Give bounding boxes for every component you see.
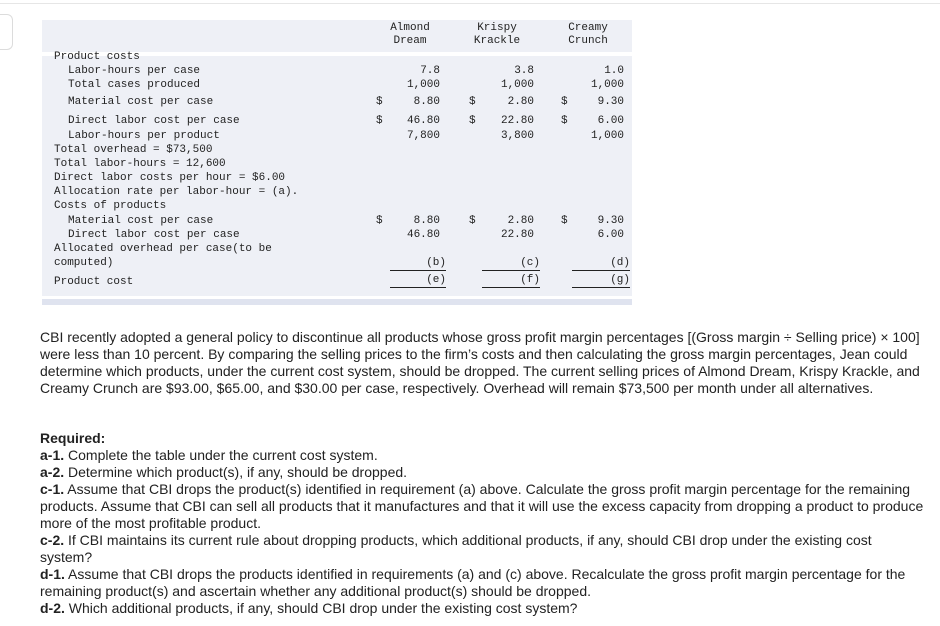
cell-krispy-product-cost: (f) (482, 274, 540, 288)
cell-almond-direct-labor-2: 46.80 (406, 229, 440, 241)
dollar-sign: $ (376, 96, 383, 108)
cell-krispy-labor-hours-product: 3,800 (500, 130, 534, 142)
dollar-sign: $ (469, 96, 476, 108)
label-material-cost-2: Material cost per case (68, 215, 214, 227)
requirement-c1 (40, 481, 925, 532)
cell-almond-allocated-overhead: (b) (390, 257, 446, 271)
dollar-sign: $ (376, 215, 383, 227)
requirement-c2 (40, 532, 925, 566)
req-tag: a-1. (40, 447, 65, 463)
cell-almond-labor-hours-product: 7,800 (406, 130, 440, 142)
requirements-section (40, 430, 925, 617)
dollar-sign: $ (469, 115, 476, 127)
requirement-a1 (40, 447, 925, 464)
intro-paragraph: CBI recently adopted a general policy to discontinue all products whose gross profit margin percentages [(Gross margin ÷ Selling price) × 100] were less than 10 percent. By comparing the selling prices to the firm’s costs and then calculating the gross margin percentages, Jean could determine which products, under the current cost system, should be dropped. The current selling prices of Almond Dream, Krispy Krackle, and Creamy Crunch are $93.00, $65.00, and $30.00 per case, respectively. Overhead will remain $73,500 per month under all alternatives. (40, 329, 920, 396)
label-total-cases: Total cases produced (68, 79, 201, 91)
req-tag: a-2. (40, 464, 65, 480)
dollar-sign: $ (561, 115, 568, 127)
requirement-a2 (40, 464, 925, 481)
cell-creamy-material: 9.30 (597, 96, 624, 108)
cell-krispy-direct-labor: 22.80 (500, 115, 534, 127)
footer-band (42, 299, 632, 305)
label-direct-labor-2: Direct labor cost per case (68, 229, 240, 241)
dollar-sign: $ (561, 96, 568, 108)
cell-almond-product-cost: (e) (390, 274, 446, 288)
label-product-costs: Product costs (54, 51, 140, 63)
label-allocated-overhead: Allocated overhead per case(to be (54, 243, 272, 255)
req-text: Which additional products, if any, should CBI drop under the existing cost system? (68, 600, 578, 616)
cell-almond-labor-hours: 7.8 (420, 65, 440, 77)
label-direct-labor-rate: Direct labor costs per hour = $6.00 (54, 172, 286, 184)
cell-creamy-allocated-overhead: (d) (572, 257, 630, 271)
requirement-d1 (40, 566, 925, 600)
req-text: If CBI maintains its current rule about dropping products, which additional products, if any, should CBI drop under the existing cost system? (40, 532, 872, 565)
cell-krispy-labor-hours: 3.8 (514, 65, 534, 77)
req-text: Assume that CBI drops the product(s) identified in requirement (a) above. Calculate the gross profit margin percentage for the remaining products. Assume that CBI can sell all products that it manufactures and that it will use the excess capacity from dropping a product to produce more of the most profitable product. (40, 481, 924, 531)
cell-almond-direct-labor: 46.80 (406, 115, 440, 127)
label-allocation-rate: Allocation rate per labor-hour = (a). (54, 186, 299, 198)
dollar-sign: $ (376, 115, 383, 127)
cell-almond-material: 8.80 (413, 96, 440, 108)
label-costs-of-products: Costs of products (54, 200, 167, 212)
requirement-d2 (40, 600, 925, 617)
cell-creamy-total-cases: 1,000 (590, 79, 624, 91)
side-tab[interactable] (0, 14, 13, 50)
cell-creamy-labor-hours: 1.0 (604, 65, 624, 77)
header-band (42, 20, 632, 52)
cell-creamy-material-2: 9.30 (597, 215, 624, 227)
req-tag: c-1. (40, 481, 65, 497)
problem-intro (40, 329, 925, 397)
label-total-labor-hours: Total labor-hours = 12,600 (54, 158, 226, 170)
col-header-creamy-crunch: Creamy Crunch (568, 22, 608, 47)
cell-creamy-product-cost: (g) (572, 274, 630, 288)
req-tag: c-2. (40, 532, 65, 548)
label-total-overhead: Total overhead = $73,500 (54, 144, 213, 156)
required-heading: Required: (40, 430, 106, 446)
cell-krispy-material-2: 2.80 (507, 215, 534, 227)
dollar-sign: $ (469, 215, 476, 227)
cell-krispy-direct-labor-2: 22.80 (500, 229, 534, 241)
cost-table (42, 18, 632, 306)
cell-creamy-labor-hours-product: 1,000 (590, 130, 624, 142)
dollar-sign: $ (561, 215, 568, 227)
req-text: Assume that CBI drops the products identified in requirements (a) and (c) above. Recalculate the gross profit margin percentage for the remaining product(s) and ascertain whether any additional product(s) should be dropped. (40, 566, 906, 599)
cell-krispy-total-cases: 1,000 (500, 79, 534, 91)
label-labor-hours-product: Labor-hours per product (68, 130, 220, 142)
label-direct-labor: Direct labor cost per case (68, 115, 240, 127)
label-product-cost: Product cost (54, 276, 134, 288)
cell-creamy-direct-labor: 6.00 (597, 115, 624, 127)
col-header-almond-dream: Almond Dream (390, 22, 430, 47)
col-header-krispy-krackle: Krispy Krackle (473, 22, 521, 47)
cell-almond-material-2: 8.80 (413, 215, 440, 227)
cell-creamy-direct-labor-2: 6.00 (597, 229, 624, 241)
label-allocated-overhead-cont: computed) (54, 257, 114, 269)
req-tag: d-2. (40, 600, 65, 616)
req-text: Determine which product(s), if any, should be dropped. (68, 464, 408, 480)
label-material-cost: Material cost per case (68, 96, 214, 108)
cell-almond-total-cases: 1,000 (406, 79, 440, 91)
label-labor-hours-per-case: Labor-hours per case (68, 65, 201, 77)
cell-krispy-material: 2.80 (507, 96, 534, 108)
req-tag: d-1. (40, 566, 65, 582)
req-text: Complete the table under the current cost system. (68, 447, 378, 463)
cell-krispy-allocated-overhead: (c) (482, 257, 540, 271)
top-divider (0, 3, 940, 4)
